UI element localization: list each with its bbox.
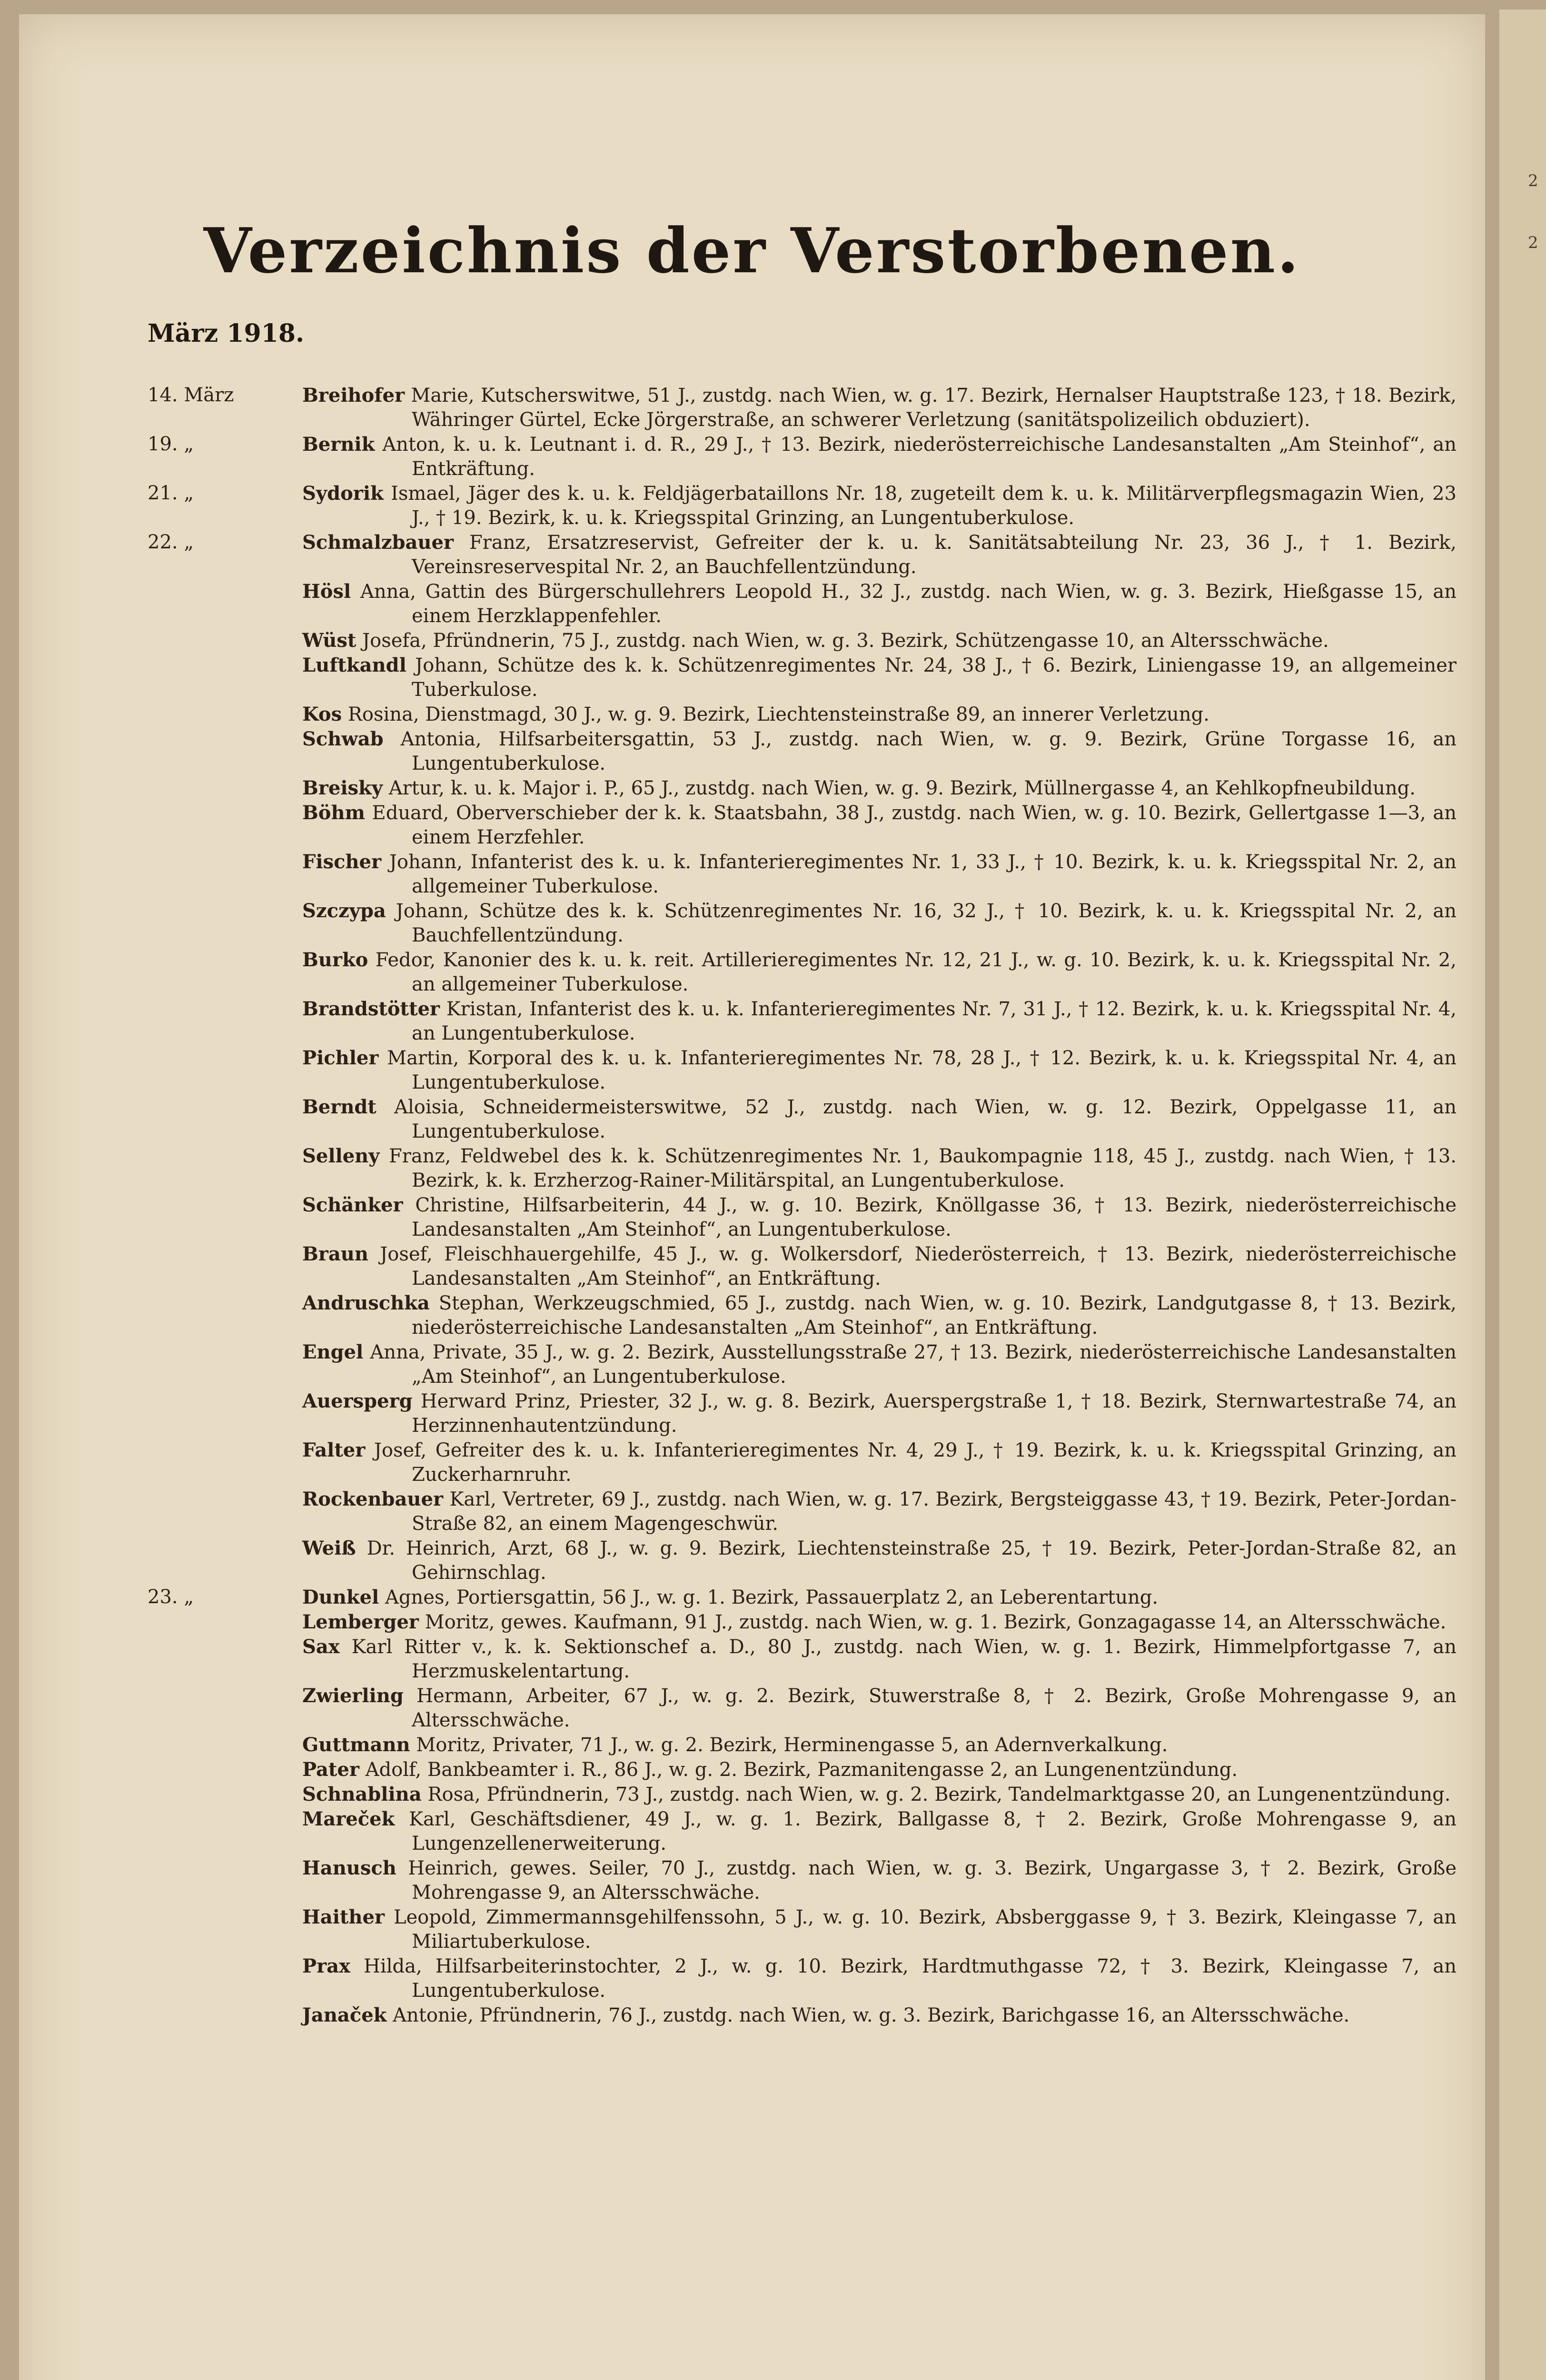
entry-details: Franz, Ersatzreservist, Gefreiter der k. u. k. Sanitätsabteilung Nr. 23, 36 J., † 1. Bezirk, Vereinsreservespital Nr. 2, an Bauchfellentzündung. xyxy=(412,532,1457,578)
deceased-name: Luftkandl xyxy=(302,654,406,676)
entry-details: Karl Ritter v., k. k. Sektionschef a. D., 80 J., zustdg. nach Wien, w. g. 1. Bezirk, Himmelpfortgasse 7, an Herzmuskelentartung. xyxy=(351,1636,1457,1682)
list-item xyxy=(148,1684,1457,1733)
list-item xyxy=(148,1635,1457,1684)
list-item xyxy=(148,383,1457,432)
list-item xyxy=(148,2003,1457,2028)
entry-details: Anna, Private, 35 J., w. g. 2. Bezirk, Ausstellungsstraße 27, † 13. Bezirk, niederösterreichische Landesanstalten „Am Steinhof“, an Lungentuberkulose. xyxy=(370,1341,1457,1388)
deceased-name: Schnablina xyxy=(302,1783,422,1805)
entry-text xyxy=(302,481,1457,530)
entry-text xyxy=(302,1585,1457,1610)
entry-details: Josef, Gefreiter des k. u. k. Infanterieregimentes Nr. 4, 29 J., † 19. Bezirk, k. u. k. Kriegsspital Grinzing, an Zuckerharnruhr. xyxy=(374,1439,1457,1486)
edge-mark: 2 xyxy=(1528,233,1538,252)
entry-text xyxy=(302,702,1457,727)
deceased-name: Weiß xyxy=(302,1537,356,1559)
list-item xyxy=(148,1905,1457,1954)
deceased-name: Janaček xyxy=(302,2004,387,2026)
list-item xyxy=(148,432,1457,481)
entry-details: Rosina, Dienstmagd, 30 J., w. g. 9. Bezirk, Liechtensteinstraße 89, an innerer Verletzung. xyxy=(347,704,1209,725)
entry-text xyxy=(302,1684,1457,1733)
list-item xyxy=(148,1487,1457,1536)
entry-text xyxy=(302,1782,1457,1807)
entry-details: Hermann, Arbeiter, 67 J., w. g. 2. Bezirk, Stuwerstraße 8, † 2. Bezirk, Große Mohrengasse 9, an Altersschwäche. xyxy=(412,1685,1457,1731)
entry-details: Johann, Infanterist des k. u. k. Infanterieregimentes Nr. 1, 33 J., † 10. Bezirk, k. u. k. Kriegsspital Nr. 2, an allgemeiner Tuberkulose. xyxy=(389,851,1457,897)
document-page xyxy=(19,14,1485,2380)
list-item xyxy=(148,579,1457,628)
list-item xyxy=(148,1095,1457,1144)
entry-text xyxy=(302,801,1457,850)
deceased-name: Burko xyxy=(302,949,368,971)
entry-details: Moritz, gewes. Kaufmann, 91 J., zustdg. nach Wien, w. g. 1. Bezirk, Gonzagagasse 14, an Altersschwäche. xyxy=(425,1611,1447,1633)
deceased-name: Szczypa xyxy=(302,900,386,922)
list-item xyxy=(148,1242,1457,1291)
deceased-name: Selleny xyxy=(302,1145,380,1167)
edge-mark: 2 xyxy=(1528,171,1538,190)
list-item xyxy=(148,997,1457,1046)
list-item xyxy=(148,948,1457,997)
entry-details: Agnes, Portiersgattin, 56 J., w. g. 1. Bezirk, Passauerplatz 2, an Leberentartung. xyxy=(385,1587,1159,1608)
entry-date: 22. „ xyxy=(148,531,194,553)
list-item xyxy=(148,1733,1457,1757)
list-item xyxy=(148,1193,1457,1242)
entry-details: Anton, k. u. k. Leutnant i. d. R., 29 J., † 13. Bezirk, niederösterreichische Landesanstalten „Am Steinhof“, an Entkräftung. xyxy=(382,434,1457,480)
deceased-name: Pater xyxy=(302,1758,359,1781)
entry-text xyxy=(302,899,1457,948)
entry-text xyxy=(302,2003,1457,2028)
deceased-name: Engel xyxy=(302,1341,364,1363)
deceased-name: Sydorik xyxy=(302,482,384,505)
entry-text xyxy=(302,997,1457,1046)
list-item xyxy=(148,1757,1457,1782)
entry-details: Ismael, Jäger des k. u. k. Feldjägerbataillons Nr. 18, zugeteilt dem k. u. k. Militärverpflegsmagazin Wien, 23 J., † 19. Bezirk, k. u. k. Kriegsspital Grinzing, an Lungentuberkulose. xyxy=(391,483,1457,529)
list-item xyxy=(148,1046,1457,1095)
entry-details: Moritz, Privater, 71 J., w. g. 2. Bezirk, Herminengasse 5, an Adernverkalkung. xyxy=(416,1734,1168,1756)
entry-details: Anna, Gattin des Bürgerschullehrers Leopold H., 32 J., zustdg. nach Wien, w. g. 3. Bezirk, Hießgasse 15, an einem Herzklappenfehler. xyxy=(360,581,1457,627)
deceased-name: Guttmann xyxy=(302,1734,410,1756)
entry-text xyxy=(302,1807,1457,1856)
list-item xyxy=(148,1340,1457,1389)
entry-text xyxy=(302,628,1457,653)
entry-details: Kristan, Infanterist des k. u. k. Infanterieregimentes Nr. 7, 31 J., † 12. Bezirk, k. u. k. Kriegsspital Nr. 4, an Lungentuberkulose. xyxy=(412,998,1457,1044)
deceased-name: Brandstötter xyxy=(302,998,440,1020)
entry-text xyxy=(302,1389,1457,1438)
entry-details: Karl, Vertreter, 69 J., zustdg. nach Wien, w. g. 17. Bezirk, Bergsteiggasse 43, † 19. Bezirk, Peter-Jordan-Straße 82, an einem Magengeschwür. xyxy=(412,1488,1457,1535)
entry-text xyxy=(302,1193,1457,1242)
list-item xyxy=(148,1807,1457,1856)
entry-text xyxy=(302,948,1457,997)
entry-details: Eduard, Oberverschieber der k. k. Staatsbahn, 38 J., zustdg. nach Wien, w. g. 10. Bezirk, Gellertgasse 1—3, an einem Herzfehler. xyxy=(372,802,1457,848)
entry-details: Josefa, Pfründnerin, 75 J., zustdg. nach Wien, w. g. 3. Bezirk, Schützengasse 10, an Altersschwäche. xyxy=(362,630,1329,652)
deceased-name: Bernik xyxy=(302,433,375,456)
entry-details: Antonie, Pfründnerin, 76 J., zustdg. nach Wien, w. g. 3. Bezirk, Barichgasse 16, an Altersschwäche. xyxy=(393,2004,1350,2026)
deceased-name: Böhm xyxy=(302,802,365,824)
entry-details: Adolf, Bankbeamter i. R., 86 J., w. g. 2. Bezirk, Pazmanitengasse 2, an Lungenentzündung. xyxy=(365,1759,1238,1781)
entry-text xyxy=(302,1610,1457,1635)
list-item xyxy=(148,776,1457,801)
entry-details: Marie, Kutscherswitwe, 51 J., zustdg. nach Wien, w. g. 17. Bezirk, Hernalser Hauptstraße 123, † 18. Bezirk, Währinger Gürtel, Ecke Jörgerstraße, an schwerer Verletzung (sanitätspolizeilich obduziert). xyxy=(411,385,1457,431)
entry-date: 23. „ xyxy=(148,1586,194,1608)
entry-details: Leopold, Zimmermannsgehilfenssohn, 5 J., w. g. 10. Bezirk, Absberggasse 9, † 3. Bezirk, Kleingasse 7, an Miliartuberkulose. xyxy=(393,1906,1457,1953)
list-item xyxy=(148,1144,1457,1193)
list-item xyxy=(148,801,1457,850)
entry-text xyxy=(302,432,1457,481)
entry-text xyxy=(302,1095,1457,1144)
list-item xyxy=(148,1610,1457,1635)
deceased-name: Mareček xyxy=(302,1808,395,1830)
entry-details: Martin, Korporal des k. u. k. Infanterieregimentes Nr. 78, 28 J., † 12. Bezirk, k. u. k. Kriegsspital Nr. 4, an Lungentuberkulose. xyxy=(387,1047,1457,1093)
deceased-name: Wüst xyxy=(302,629,357,652)
list-item xyxy=(148,481,1457,530)
deceased-name: Schwab xyxy=(302,728,384,750)
section-heading: März 1918. xyxy=(148,319,305,348)
entry-text xyxy=(302,383,1457,432)
entry-text xyxy=(302,727,1457,776)
entry-details: Rosa, Pfründnerin, 73 J., zustdg. nach Wien, w. g. 2. Bezirk, Tandelmarktgasse 20, an Lungenentzündung. xyxy=(427,1784,1451,1805)
deceased-name: Hösl xyxy=(302,580,351,603)
list-item xyxy=(148,1782,1457,1807)
entry-date: 21. „ xyxy=(148,482,194,504)
entry-text xyxy=(302,1046,1457,1095)
entry-text xyxy=(302,653,1457,702)
entry-text xyxy=(302,1757,1457,1782)
list-item xyxy=(148,1954,1457,2003)
deceased-name: Schänker xyxy=(302,1194,403,1216)
list-item xyxy=(148,628,1457,653)
entry-text xyxy=(302,1242,1457,1291)
deceased-name: Rockenbauer xyxy=(302,1488,444,1510)
entry-text xyxy=(302,1340,1457,1389)
list-item xyxy=(148,850,1457,899)
entry-details: Franz, Feldwebel des k. k. Schützenregimentes Nr. 1, Baukompagnie 118, 45 J., zustdg. nach Wien, † 13. Bezirk, k. k. Erzherzog-Rainer-Militärspital, an Lungentuberkulose. xyxy=(389,1145,1457,1191)
list-item xyxy=(148,1585,1457,1610)
entry-text xyxy=(302,1856,1457,1905)
entry-details: Stephan, Werkzeugschmied, 65 J., zustdg. nach Wien, w. g. 10. Bezirk, Landgutgasse 8, † 13. Bezirk, niederösterreichische Landesanstalten „Am Steinhof“, an Entkräftung. xyxy=(412,1292,1457,1339)
list-item xyxy=(148,653,1457,702)
list-item xyxy=(148,1536,1457,1585)
list-item xyxy=(148,702,1457,727)
entry-text xyxy=(302,579,1457,628)
entry-text xyxy=(302,850,1457,899)
entry-details: Hilda, Hilfsarbeiterinstochter, 2 J., w. g. 10. Bezirk, Hardtmuthgasse 72, † 3. Bezirk, Kleingasse 7, an Lungentuberkulose. xyxy=(364,1955,1457,2002)
entry-details: Johann, Schütze des k. k. Schützenregimentes Nr. 24, 38 J., † 6. Bezirk, Liniengasse 19, an allgemeiner Tuberkulose. xyxy=(412,654,1457,701)
deceased-name: Auersperg xyxy=(302,1390,413,1412)
deceased-name: Fischer xyxy=(302,851,382,873)
list-item xyxy=(148,727,1457,776)
list-item xyxy=(148,1856,1457,1905)
entry-text xyxy=(302,1954,1457,2003)
deceased-name: Breihofer xyxy=(302,384,405,407)
deceased-name: Falter xyxy=(302,1439,366,1461)
entry-text xyxy=(302,1291,1457,1340)
deceased-name: Schmalzbauer xyxy=(302,531,454,554)
entry-text xyxy=(302,1144,1457,1193)
list-item xyxy=(148,530,1457,579)
list-item xyxy=(148,1291,1457,1340)
deceased-name: Dunkel xyxy=(302,1586,379,1608)
deceased-name: Prax xyxy=(302,1955,350,1977)
entry-text xyxy=(302,1733,1457,1757)
entry-details: Christine, Hilfsarbeiterin, 44 J., w. g. 10. Bezirk, Knöllgasse 36, † 13. Bezirk, niederösterreichische Landesanstalten „Am Steinhof“, an Lungentuberkulose. xyxy=(412,1194,1457,1240)
entry-text xyxy=(302,1635,1457,1684)
entry-text xyxy=(302,1536,1457,1585)
entry-details: Dr. Heinrich, Arzt, 68 J., w. g. 9. Bezirk, Liechtensteinstraße 25, † 19. Bezirk, Peter-Jordan-Straße 82, an Gehirnschlag. xyxy=(367,1537,1457,1584)
deceased-name: Pichler xyxy=(302,1047,379,1069)
entry-text xyxy=(302,530,1457,579)
deceased-name: Lemberger xyxy=(302,1611,419,1633)
entry-text xyxy=(302,1487,1457,1536)
entry-details: Heinrich, gewes. Seiler, 70 J., zustdg. nach Wien, w. g. 3. Bezirk, Ungargasse 3, † 2. Bezirk, Große Mohrengasse 9, an Altersschwäche. xyxy=(408,1857,1457,1904)
entry-details: Aloisia, Schneidermeisterswitwe, 52 J., zustdg. nach Wien, w. g. 12. Bezirk, Oppelgasse 11, an Lungentuberkulose. xyxy=(394,1096,1457,1142)
list-item xyxy=(148,1438,1457,1487)
list-item xyxy=(148,899,1457,948)
entry-details: Artur, k. u. k. Major i. P., 65 J., zustdg. nach Wien, w. g. 9. Bezirk, Müllnergasse 4, an Kehlkopfneubildung. xyxy=(388,777,1416,799)
entry-details: Johann, Schütze des k. k. Schützenregimentes Nr. 16, 32 J., † 10. Bezirk, k. u. k. Kriegsspital Nr. 2, an Bauchfellentzündung. xyxy=(396,900,1457,946)
entry-details: Antonia, Hilfsarbeitersgattin, 53 J., zustdg. nach Wien, w. g. 9. Bezirk, Grüne Torgasse 16, an Lungentuberkulose. xyxy=(400,728,1457,774)
entry-text xyxy=(302,1905,1457,1954)
entry-list xyxy=(148,383,1457,2335)
deceased-name: Zwierling xyxy=(302,1685,404,1707)
deceased-name: Braun xyxy=(302,1243,368,1265)
adjacent-page-edge xyxy=(1499,10,1546,2380)
deceased-name: Breisky xyxy=(302,777,383,799)
entry-details: Herward Prinz, Priester, 32 J., w. g. 8. Bezirk, Auerspergstraße 1, † 18. Bezirk, Sternwartestraße 74, an Herzinnenhautentzündung. xyxy=(412,1390,1457,1437)
entry-text xyxy=(302,776,1457,801)
page-title: Verzeichnis der Verstorbenen. xyxy=(203,214,1301,287)
entry-text xyxy=(302,1438,1457,1487)
entry-details: Fedor, Kanonier des k. u. k. reit. Artillerieregimentes Nr. 12, 21 J., w. g. 10. Bezirk, k. u. k. Kriegsspital Nr. 2, an allgemeiner Tuberkulose. xyxy=(375,949,1457,995)
deceased-name: Andruschka xyxy=(302,1292,430,1314)
entry-details: Josef, Fleischhauergehilfe, 45 J., w. g. Wolkersdorf, Niederösterreich, † 13. Bezirk, niederösterreichische Landesanstalten „Am Steinhof“, an Entkräftung. xyxy=(380,1243,1457,1289)
entry-date: 14. März xyxy=(148,384,234,406)
deceased-name: Haither xyxy=(302,1906,385,1928)
deceased-name: Berndt xyxy=(302,1096,377,1118)
deceased-name: Sax xyxy=(302,1636,340,1658)
list-item xyxy=(148,1389,1457,1438)
deceased-name: Hanusch xyxy=(302,1857,396,1879)
deceased-name: Kos xyxy=(302,703,342,725)
entry-details: Karl, Geschäftsdiener, 49 J., w. g. 1. Bezirk, Ballgasse 8, † 2. Bezirk, Große Mohrengasse 9, an Lungenzellenerweiterung. xyxy=(409,1808,1457,1854)
entry-date: 19. „ xyxy=(148,433,194,455)
